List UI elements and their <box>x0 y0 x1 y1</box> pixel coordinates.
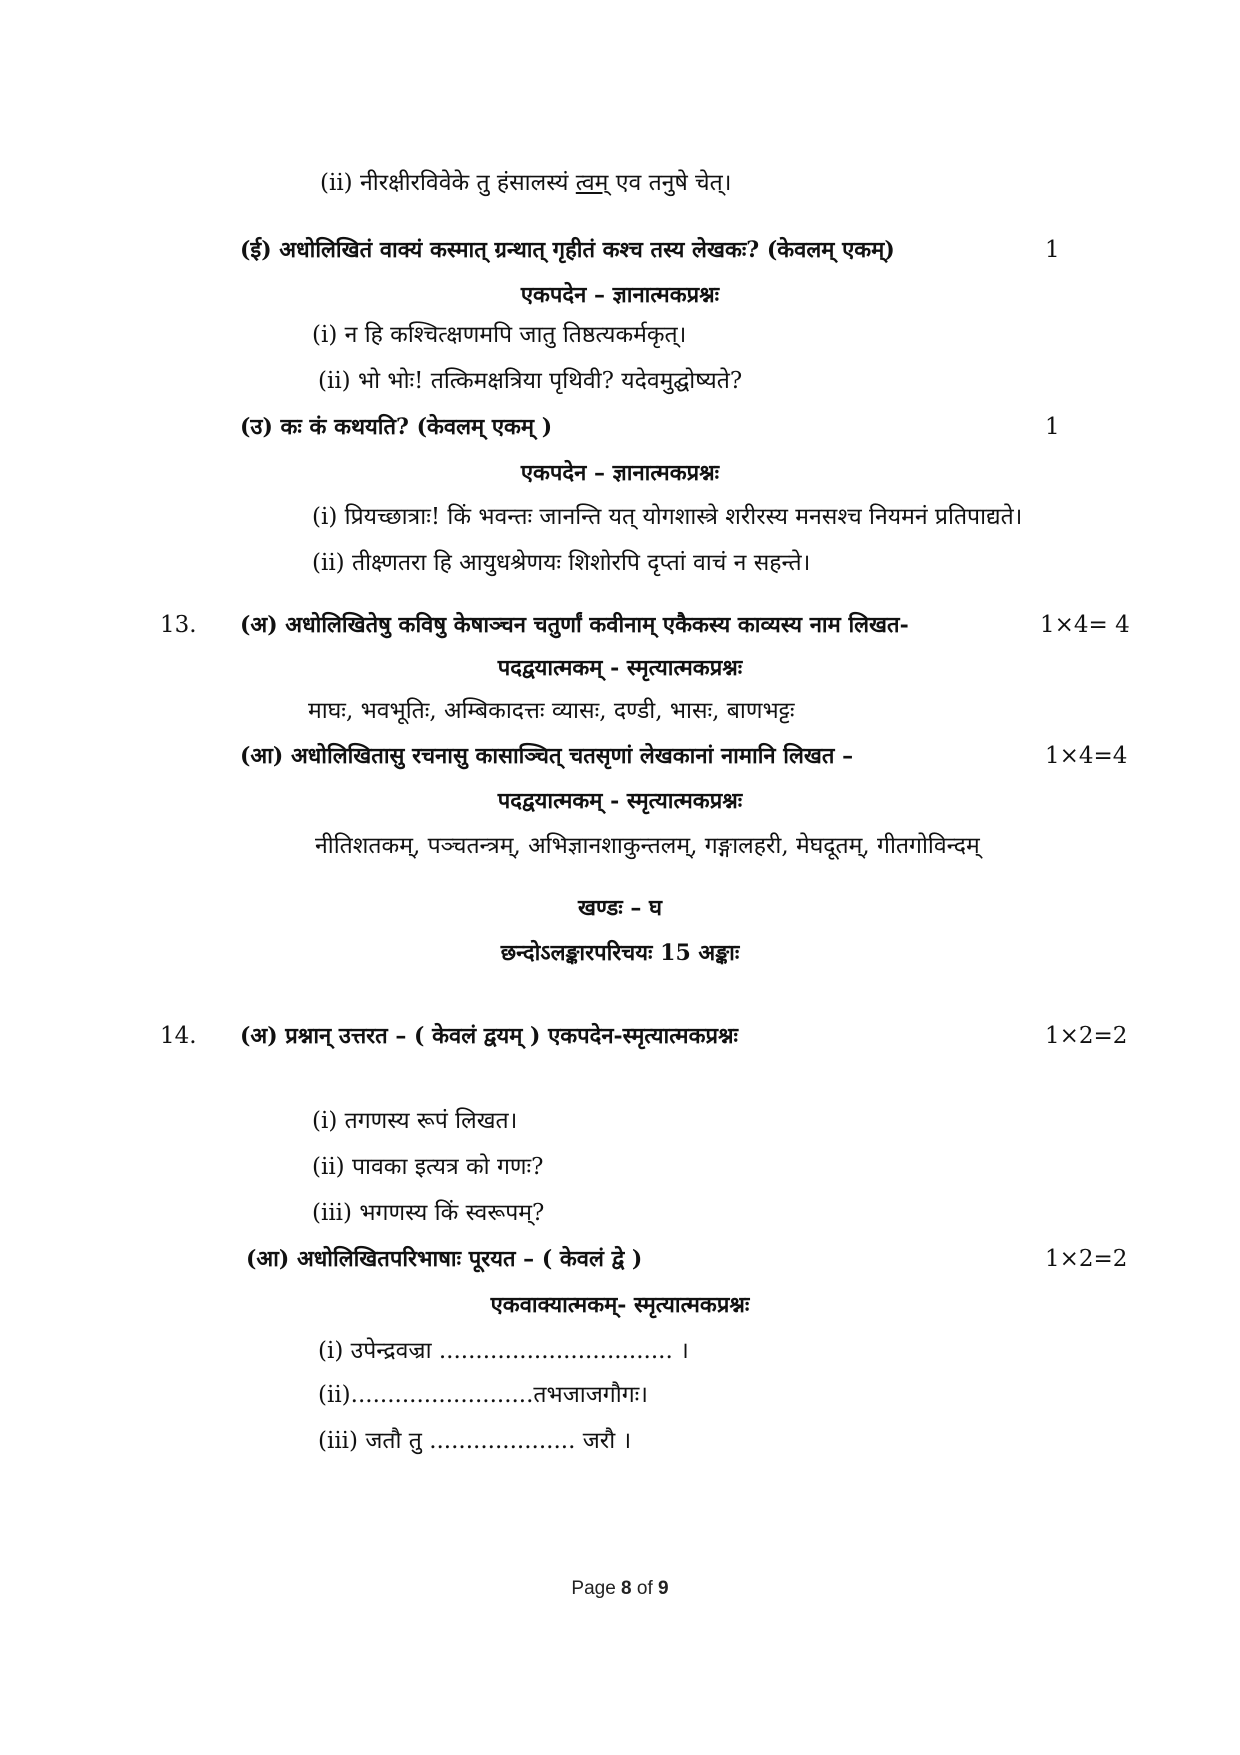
question-12d-option-ii <box>320 170 731 198</box>
underlined-word: त्वम् <box>575 170 609 196</box>
question-13-number: 13. <box>160 612 197 638</box>
question-14a-label: (अ) प्रश्नान् उत्तरत – ( केवलं द्वयम् ) एकपदेन-स्मृत्यात्मकप्रश्नः <box>240 1023 738 1049</box>
question-12u-option-i: (i) प्रियच्छात्राः! किं भवन्तः जानन्ति यत् योगशास्त्रे शरीरस्य मनसश्च नियमनं प्रतिपाद्यते। <box>312 504 1023 530</box>
question-14b-subheading: एकवाक्यात्मकम्- स्मृत्यात्मकप्रश्नः <box>490 1292 750 1318</box>
question-13a-label: (अ) अधोलिखितेषु कविषु केषाञ्चन चतुर्णां कवीनाम् एकैकस्य काव्यस्य नाम लिखत- <box>240 612 909 638</box>
question-12e-subheading: एकपदेन – ज्ञानात्मकप्रश्नः <box>520 282 720 308</box>
question-13b-subheading: पदद्वयात्मकम् - स्मृत्यात्मकप्रश्नः <box>497 788 743 814</box>
question-14a-marks: 1×2=2 <box>1045 1023 1128 1049</box>
question-12u-marks: 1 <box>1045 414 1060 440</box>
question-12u-subheading: एकपदेन – ज्ञानात्मकप्रश्नः <box>520 460 720 486</box>
question-12e-label: (ई) अधोलिखितं वाक्यं कस्मात् ग्रन्थात् गृहीतं कश्च तस्य लेखकः? (केवलम् एकम्) <box>240 237 895 263</box>
question-12u-option-ii: (ii) तीक्ष्णतरा हि आयुधश्रेणयः शिशोरपि दृप्तां वाचं न सहन्ते। <box>312 550 811 576</box>
question-14b-option-ii: (ii).........................तभजाजगौगः। <box>318 1382 649 1408</box>
question-14b-option-i: (i) उपेन्द्रवज्रा ................................ । <box>318 1338 689 1364</box>
question-14a-option-i: (i) तगणस्य रूपं लिखत। <box>312 1108 518 1134</box>
question-12u-label: (उ) कः कं कथयति? (केवलम् एकम् ) <box>240 414 553 440</box>
option-text: एव तनुषे चेत्। <box>608 170 732 196</box>
question-14a-option-ii: (ii) पावका इत्यत्र को गणः? <box>312 1154 544 1180</box>
question-14-number: 14. <box>160 1023 197 1049</box>
question-12e-marks: 1 <box>1045 237 1060 263</box>
question-14a-option-iii: (iii) भगणस्य किं स्वरूपम्? <box>312 1200 545 1226</box>
footer-middle: of <box>631 1578 659 1599</box>
option-text: (ii) नीरक्षीरविवेके तु हंसालस्यं <box>320 170 576 196</box>
question-13a-marks: 1×4= 4 <box>1040 612 1130 638</box>
footer-prefix: Page <box>571 1578 622 1599</box>
question-13b-label: (आ) अधोलिखितासु रचनासु कासाञ्चित् चतसृणां लेखकानां नामानि लिखत – <box>240 743 854 769</box>
question-14b-marks: 1×2=2 <box>1045 1246 1128 1272</box>
total-page-number: 9 <box>658 1578 669 1599</box>
question-13a-poet-list: माघः, भवभूतिः, अम्बिकादत्तः व्यासः, दण्डी, भासः, बाणभट्टः <box>308 698 795 724</box>
current-page-number: 8 <box>621 1578 632 1599</box>
question-12e-option-i: (i) न हि कश्चित्क्षणमपि जातु तिष्ठत्यकर्मकृत्। <box>312 322 687 348</box>
question-14b-label: (आ) अधोलिखितपरिभाषाः पूरयत – ( केवलं द्वे ) <box>246 1246 643 1272</box>
page-footer <box>0 1578 1240 1600</box>
question-13a-subheading: पदद्वयात्मकम् - स्मृत्यात्मकप्रश्नः <box>497 655 743 681</box>
section-subtitle: छन्दोऽलङ्कारपरिचयः 15 अङ्काः <box>500 940 740 966</box>
question-14b-option-iii: (iii) जतौ तु .................... जरौ । <box>318 1428 632 1454</box>
question-13b-work-list: नीतिशतकम्, पञ्चतन्त्रम्, अभिज्ञानशाकुन्तलम्, गङ्गालहरी, मेघदूतम्, गीतगोविन्दम् <box>315 833 980 859</box>
question-13b-marks: 1×4=4 <box>1045 743 1128 769</box>
question-12e-option-ii: (ii) भो भोः! तत्किमक्षत्रिया पृथिवी? यदेवमुद्घोष्यते? <box>318 368 743 394</box>
section-title: खण्डः – घ <box>578 895 662 921</box>
